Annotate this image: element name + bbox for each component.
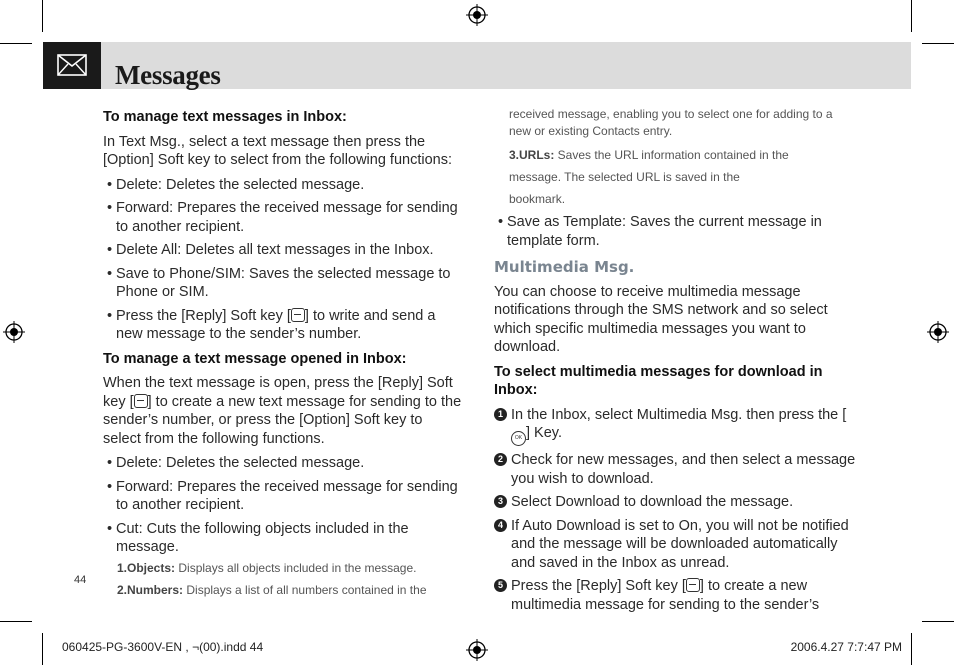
envelope-icon <box>57 54 87 76</box>
crop-mark <box>922 43 954 44</box>
text: Select Download to download the message. <box>511 494 794 510</box>
bullet-item: • Delete: Deletes the selected message. <box>103 176 463 195</box>
right-column <box>494 106 856 614</box>
registration-mark-icon <box>927 321 949 343</box>
step-number-icon: 4 <box>494 519 507 532</box>
continued-text: received message, enabling you to select one for adding to a new or existing Contacts entry. <box>509 107 833 138</box>
sub-item-label: 3.URLs: <box>509 148 555 162</box>
bullet-item: • Forward: Prepares the received message for sending to another recipient. <box>103 199 463 236</box>
section-title: Multimedia Msg. <box>494 258 635 276</box>
paragraph: You can choose to receive multimedia message notifications through the SMS network and so select which specific multimedia messages you want to download. <box>494 283 828 355</box>
text: If Auto Download is set to On, you will not be notified and the message will be downloaded automatically and saved in the Inbox as unread. <box>511 517 849 571</box>
crop-mark <box>911 0 912 32</box>
text: Check for new messages, and then select a message you wish to download. <box>511 452 856 487</box>
text: Press the [Reply] Soft key [ <box>511 578 686 594</box>
text: Displays all objects included in the message. <box>175 560 417 575</box>
registration-mark-icon <box>466 639 488 661</box>
step-number-icon: 3 <box>494 495 507 508</box>
step-item <box>494 577 856 614</box>
step-item <box>494 451 856 488</box>
footer-filename: 060425-PG-3600V-EN , ¬(00).indd 44 <box>62 640 264 654</box>
heading-manage-inbox: To manage text messages in Inbox: <box>103 109 347 125</box>
heading-opened-message: To manage a text message opened in Inbox: <box>103 350 407 367</box>
bullet-item: • Save to Phone/SIM: Saves the selected message to Phone or SIM. <box>103 265 463 302</box>
text: ] to create a new multimedia message for sending to the sender’s <box>511 578 820 613</box>
registration-mark-icon <box>466 4 488 26</box>
bullet-item: • Save as Template: Saves the current message in template form. <box>494 213 856 250</box>
heading-select-download: To select multimedia messages for download in Inbox: <box>494 363 823 398</box>
paragraph <box>103 374 463 448</box>
crop-mark <box>0 43 32 44</box>
bullet-item: • Delete: Deletes the selected message. <box>103 454 463 473</box>
text: When the text message is open, press the [Reply] Soft key [ <box>103 375 453 410</box>
sub-item <box>103 582 463 599</box>
sub-item-label: 1.Objects: <box>117 560 176 575</box>
soft-key-icon <box>291 308 305 322</box>
text: In the Inbox, select Multimedia Msg. then press the [ <box>511 406 847 423</box>
registration-mark-icon <box>3 321 25 343</box>
bullet-item: • Cut: Cuts the following objects included in the message. <box>103 520 463 557</box>
paragraph: In Text Msg., select a text message then press the [Option] Soft key to select from the following functions: <box>103 133 452 168</box>
step-item <box>494 493 856 512</box>
crop-mark <box>911 633 912 665</box>
crop-mark <box>42 0 43 32</box>
text: Press the [Reply] Soft key [ <box>116 307 291 324</box>
bullet-item: • Delete All: Deletes all text messages in the Inbox. <box>103 241 463 260</box>
step-number-icon: 1 <box>494 408 507 421</box>
step-item <box>494 517 856 573</box>
left-column <box>103 108 463 599</box>
crop-mark <box>0 621 32 622</box>
text: Saves the URL information contained in the message. The selected URL is saved in the bookmark. <box>509 148 789 206</box>
crop-mark <box>42 633 43 665</box>
step-number-icon: 5 <box>494 579 507 592</box>
step-number-icon: 2 <box>494 453 507 466</box>
soft-key-icon <box>134 394 148 408</box>
text: Displays a list of all numbers contained in the <box>183 582 427 597</box>
ok-key-icon: OK <box>511 431 526 446</box>
bullet-item: • Forward: Prepares the received message for sending to another recipient. <box>103 478 463 515</box>
sub-item <box>103 560 463 577</box>
text: ] Key. <box>526 425 562 441</box>
page-number: 44 <box>74 574 87 586</box>
bullet-item <box>103 307 463 344</box>
footer-timestamp: 2006.4.27 7:7:47 PM <box>790 640 902 654</box>
sub-item <box>494 144 799 210</box>
page-title: Messages <box>115 60 221 90</box>
text: ] to create a new text message for sending to the sender’s number, or press the [Option] Soft key to select from the following functions. <box>103 393 462 447</box>
sub-item-label: 2.Numbers: <box>117 582 184 597</box>
soft-key-icon <box>686 578 700 592</box>
step-item <box>494 406 856 447</box>
crop-mark <box>922 621 954 622</box>
header-icon-box <box>43 42 101 89</box>
text: ] to write and send a new message to the sender’s number. <box>116 307 436 342</box>
